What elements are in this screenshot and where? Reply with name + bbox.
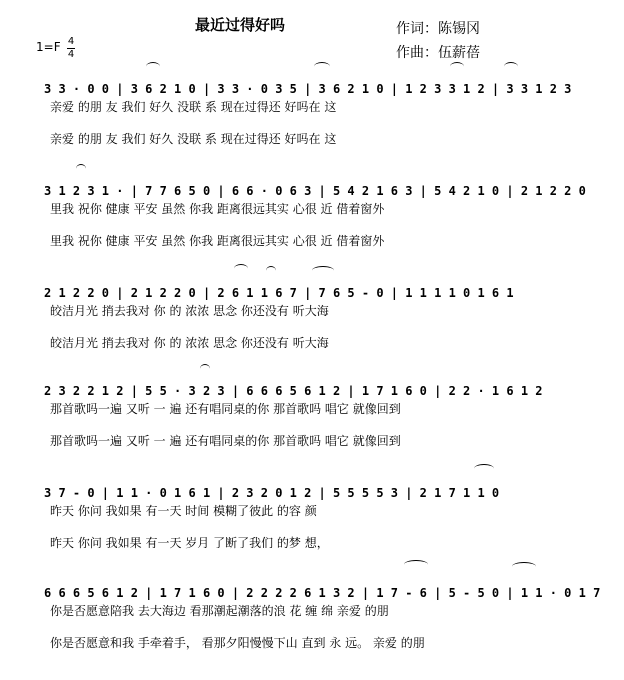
lyric-verse-1: 那首歌吗一遍 又听 一 遍 还有唱同桌的你 那首歌吗 唱它 就像回到	[50, 402, 401, 416]
meter-bottom: 4	[67, 49, 75, 60]
lyricist-credit: 作词：陈锡冈	[396, 21, 480, 37]
lyric-verse-2: 皎洁月光 捎去我对 你 的 浓浓 思念 你还没有 听大海	[50, 336, 329, 350]
lyric-verse-2: 昨天 你问 我如果 有一天 岁月 了断了我们 的梦 想，	[50, 536, 329, 550]
score-system-5	[44, 470, 544, 566]
lyric-verse-1: 亲爱 的朋 友 我们 好久 没联 系 现在过得还 好吗在 这	[50, 100, 337, 114]
meter-top: 4	[67, 36, 75, 47]
key-signature: 1=F	[36, 40, 61, 54]
notation-line: 3 1 2 3 1 · | 7 7 6 5 0 | 6 6 · 0 6 3 | 5 4 2 1 6 3 | 5 4 2 1 0 | 2 1 2 2 0	[44, 184, 586, 198]
notation-line: 2 3 2 2 1 2 | 5 5 · 3 2 3 | 6 6 6 5 6 1 2 | 1 7 1 6 0 | 2 2 · 1 6 1 2	[44, 384, 543, 398]
notation-line: 2 1 2 2 0 | 2 1 2 2 0 | 2 6 1 1 6 7 | 7 6 5 - 0 | 1 1 1 1 0 1 6 1	[44, 286, 514, 300]
score-system-4	[44, 368, 544, 464]
time-signature	[67, 37, 75, 60]
lyric-verse-1: 昨天 你问 我如果 有一天 时间 模糊了彼此 的容 颜	[50, 504, 317, 518]
score-system-2	[44, 168, 586, 264]
notation-line: 6 6 6 5 6 1 2 | 1 7 1 6 0 | 2 2 2 2 6 1 3 2 | 1 7 - 6 | 5 - 5 0 | 1 1 · 0 1 7	[44, 586, 601, 600]
lyric-verse-1: 皎洁月光 捎去我对 你 的 浓浓 思念 你还没有 听大海	[50, 304, 329, 318]
slur-mark	[404, 560, 428, 569]
notation-line: 3 3 · 0 0 | 3 6 2 1 0 | 3 3 · 0 3 5 | 3 6 2 1 0 | 1 2 3 3 1 2 | 3 3 1 2 3	[44, 82, 572, 96]
lyric-verse-2: 你是否愿意和我 手牵着手， 看那夕阳慢慢下山 直到 永 远。 亲爱 的朋	[50, 636, 425, 650]
lyric-verse-2: 里我 祝你 健康 平安 虽然 你我 距离很远其实 心很 近 借着窗外	[50, 234, 385, 248]
notation-line: 3 7 - 0 | 1 1 · 0 1 6 1 | 2 3 2 0 1 2 | 5 5 5 5 3 | 2 1 7 1 1 0	[44, 486, 500, 500]
score-system-1	[44, 66, 572, 162]
lyric-verse-2: 那首歌吗一遍 又听 一 遍 还有唱同桌的你 那首歌吗 唱它 就像回到	[50, 434, 401, 448]
lyric-verse-1: 里我 祝你 健康 平安 虽然 你我 距离很远其实 心很 近 借着窗外	[50, 202, 385, 216]
score-system-3	[44, 270, 544, 366]
lyric-verse-2: 亲爱 的朋 友 我们 好久 没联 系 现在过得还 好吗在 这	[50, 132, 337, 146]
score-system-6	[44, 570, 601, 666]
song-title: 最近过得好吗	[194, 16, 285, 34]
composer-credit: 作曲：伍薪蓓	[396, 45, 480, 61]
lyric-verse-1: 你是否愿意陪我 去大海边 看那潮起潮落的浪 花 缠 绵 亲爱 的朋	[50, 604, 389, 618]
